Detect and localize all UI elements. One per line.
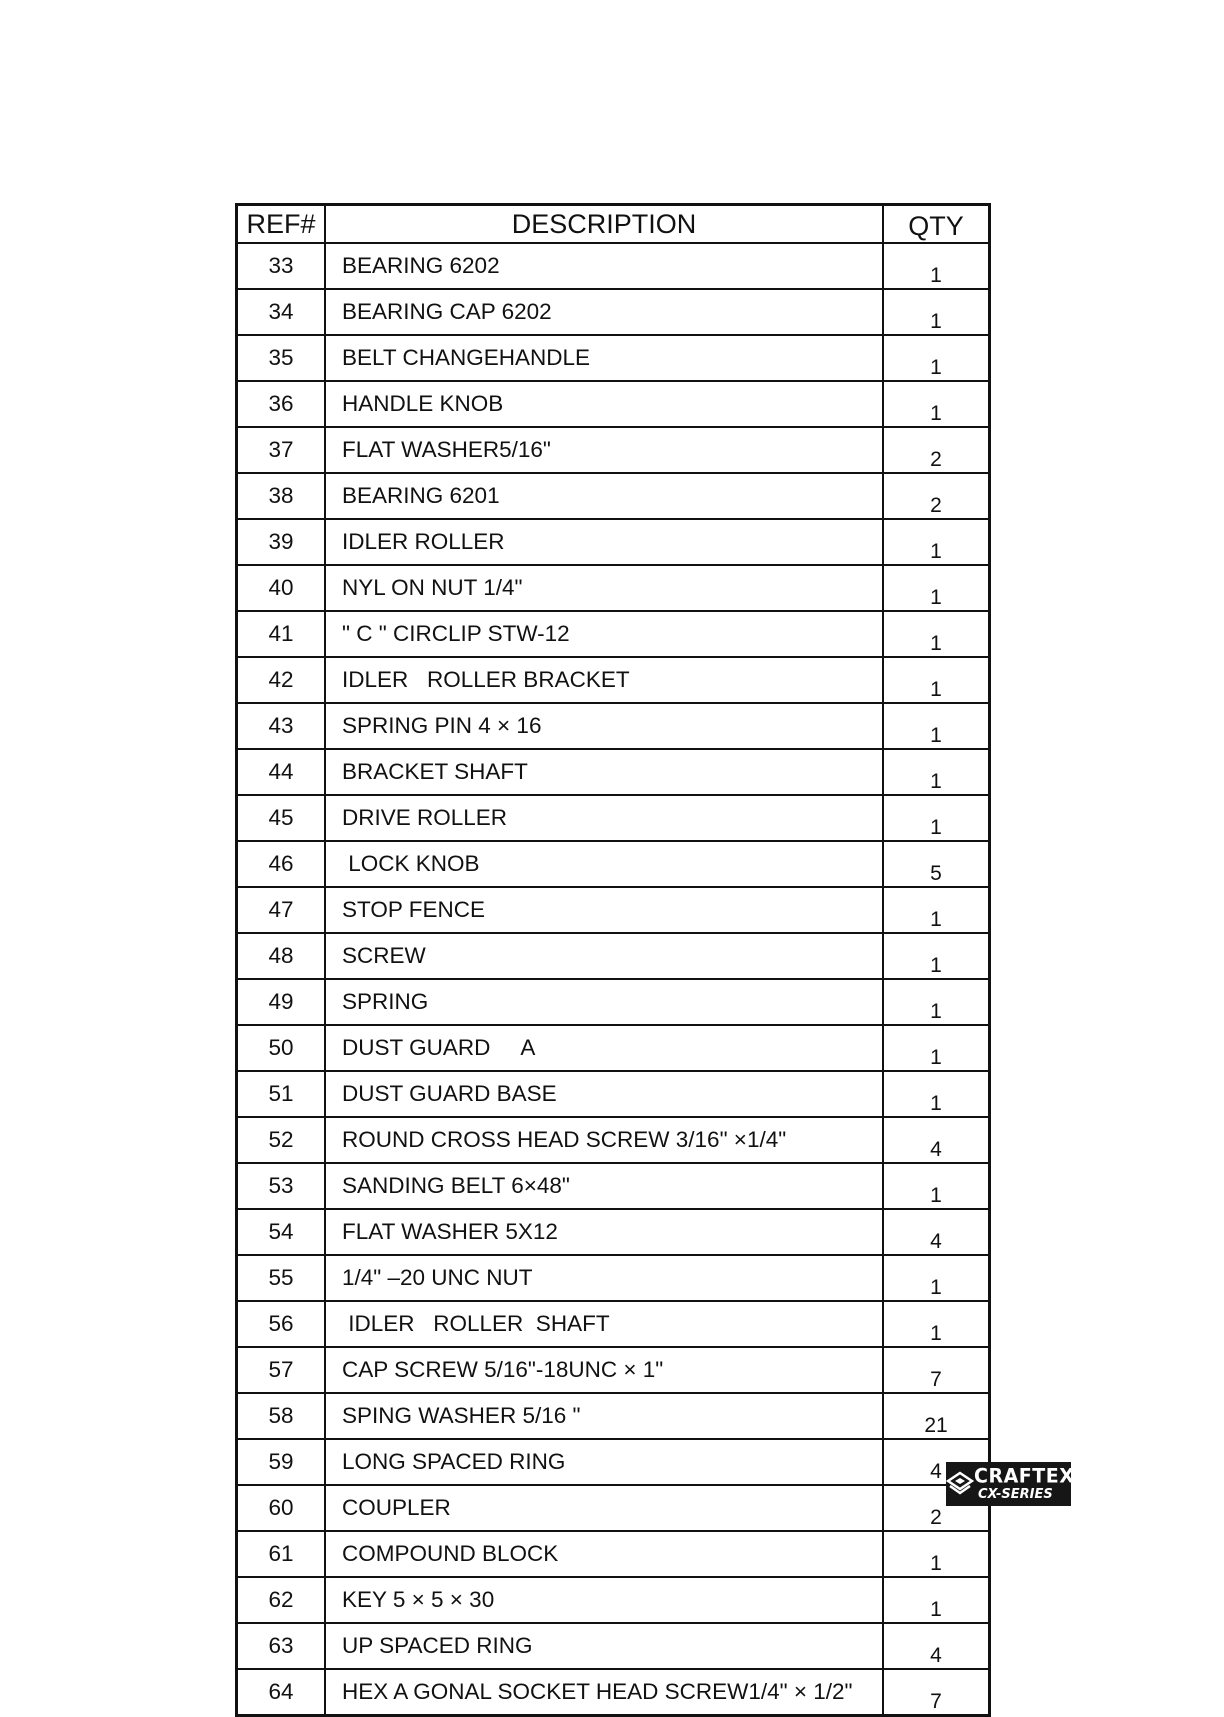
- table-row: [237, 1301, 990, 1347]
- cell-ref: 45: [237, 795, 326, 841]
- cell-ref: 63: [237, 1623, 326, 1669]
- cell-qty: 1: [883, 1025, 990, 1071]
- cell-qty: 7: [883, 1669, 990, 1716]
- cell-qty: 21: [883, 1393, 990, 1439]
- logo-series: CX-SERIES: [978, 1487, 1053, 1502]
- cell-qty: 1: [883, 1071, 990, 1117]
- cell-description: FLAT WASHER5/16": [325, 427, 883, 473]
- table-row: [237, 381, 990, 427]
- cell-qty: 7: [883, 1347, 990, 1393]
- cell-ref: 50: [237, 1025, 326, 1071]
- cell-description: SPRING: [325, 979, 883, 1025]
- cell-ref: 42: [237, 657, 326, 703]
- cell-qty: 5: [883, 841, 990, 887]
- cell-description: LONG SPACED RING: [325, 1439, 883, 1485]
- cell-ref: 43: [237, 703, 326, 749]
- table-row: [237, 427, 990, 473]
- cell-description: FLAT WASHER 5X12: [325, 1209, 883, 1255]
- cell-qty: 1: [883, 703, 990, 749]
- table-header-row: [237, 205, 990, 244]
- table-row: [237, 473, 990, 519]
- table-row: [237, 887, 990, 933]
- cell-qty: 1: [883, 795, 990, 841]
- cell-qty: 1: [883, 381, 990, 427]
- cell-qty: 1: [883, 611, 990, 657]
- table-row: [237, 1117, 990, 1163]
- cell-ref: 47: [237, 887, 326, 933]
- cell-description: BEARING CAP 6202: [325, 289, 883, 335]
- table-row: [237, 703, 990, 749]
- table-row: [237, 1025, 990, 1071]
- table-row: [237, 1163, 990, 1209]
- cell-description: NYL ON NUT 1/4": [325, 565, 883, 611]
- table-row: [237, 1393, 990, 1439]
- cell-description: CAP SCREW 5/16"-18UNC × 1": [325, 1347, 883, 1393]
- table-row: [237, 243, 990, 289]
- cell-description: " C " CIRCLIP STW-12: [325, 611, 883, 657]
- table-row: [237, 1347, 990, 1393]
- cell-ref: 64: [237, 1669, 326, 1716]
- cell-description: DRIVE ROLLER: [325, 795, 883, 841]
- cell-description: HEX A GONAL SOCKET HEAD SCREW1/4" × 1/2": [325, 1669, 883, 1716]
- cell-ref: 44: [237, 749, 326, 795]
- cell-description: SCREW: [325, 933, 883, 979]
- cell-description: BEARING 6202: [325, 243, 883, 289]
- cell-qty: 1: [883, 749, 990, 795]
- cell-ref: 48: [237, 933, 326, 979]
- cell-description: LOCK KNOB: [325, 841, 883, 887]
- cell-ref: 41: [237, 611, 326, 657]
- table-row: [237, 289, 990, 335]
- cell-description: HANDLE KNOB: [325, 381, 883, 427]
- table-row: [237, 1071, 990, 1117]
- cell-ref: 46: [237, 841, 326, 887]
- cell-ref: 36: [237, 381, 326, 427]
- cell-qty: 1: [883, 1301, 990, 1347]
- cell-qty: 1: [883, 1577, 990, 1623]
- diamond-logo-icon: [946, 1462, 974, 1506]
- cell-qty: 1: [883, 1163, 990, 1209]
- table-row: [237, 1531, 990, 1577]
- cell-ref: 59: [237, 1439, 326, 1485]
- cell-description: SPRING PIN 4 × 16: [325, 703, 883, 749]
- table-body: [237, 243, 990, 1716]
- table-row: [237, 519, 990, 565]
- cell-qty: 2: [883, 1485, 990, 1531]
- cell-qty: 1: [883, 933, 990, 979]
- cell-ref: 38: [237, 473, 326, 519]
- table-row: [237, 979, 990, 1025]
- cell-qty: 4: [883, 1117, 990, 1163]
- cell-qty: 1: [883, 565, 990, 611]
- cell-description: BRACKET SHAFT: [325, 749, 883, 795]
- craftex-logo: [946, 1462, 1075, 1506]
- cell-description: STOP FENCE: [325, 887, 883, 933]
- cell-ref: 39: [237, 519, 326, 565]
- cell-ref: 61: [237, 1531, 326, 1577]
- table-row: [237, 749, 990, 795]
- parts-table: [235, 203, 991, 1717]
- cell-description: SANDING BELT 6×48": [325, 1163, 883, 1209]
- cell-qty: 1: [883, 243, 990, 289]
- cell-description: IDLER ROLLER: [325, 519, 883, 565]
- cell-description: UP SPACED RING: [325, 1623, 883, 1669]
- cell-ref: 37: [237, 427, 326, 473]
- table-row: [237, 335, 990, 381]
- cell-description: ROUND CROSS HEAD SCREW 3/16" ×1/4": [325, 1117, 883, 1163]
- table-row: [237, 1485, 990, 1531]
- table-row: [237, 1669, 990, 1716]
- table-row: [237, 795, 990, 841]
- table-row: [237, 1439, 990, 1485]
- cell-ref: 57: [237, 1347, 326, 1393]
- table-row: [237, 841, 990, 887]
- cell-qty: 1: [883, 887, 990, 933]
- cell-ref: 60: [237, 1485, 326, 1531]
- cell-description: BELT CHANGEHANDLE: [325, 335, 883, 381]
- cell-qty: 2: [883, 473, 990, 519]
- cell-qty: 1: [883, 289, 990, 335]
- cell-ref: 52: [237, 1117, 326, 1163]
- cell-description: DUST GUARD BASE: [325, 1071, 883, 1117]
- cell-description: IDLER ROLLER SHAFT: [325, 1301, 883, 1347]
- cell-description: KEY 5 × 5 × 30: [325, 1577, 883, 1623]
- cell-qty: 4: [883, 1209, 990, 1255]
- logo-brand: CRAFTEX: [974, 1464, 1075, 1488]
- header-qty: QTY: [883, 205, 990, 244]
- cell-ref: 35: [237, 335, 326, 381]
- cell-ref: 51: [237, 1071, 326, 1117]
- cell-ref: 54: [237, 1209, 326, 1255]
- cell-description: SPING WASHER 5/16 ": [325, 1393, 883, 1439]
- cell-ref: 62: [237, 1577, 326, 1623]
- cell-ref: 33: [237, 243, 326, 289]
- cell-description: 1/4" –20 UNC NUT: [325, 1255, 883, 1301]
- table-row: [237, 565, 990, 611]
- cell-ref: 58: [237, 1393, 326, 1439]
- cell-description: COMPOUND BLOCK: [325, 1531, 883, 1577]
- cell-ref: 56: [237, 1301, 326, 1347]
- table-row: [237, 657, 990, 703]
- table-row: [237, 611, 990, 657]
- table-row: [237, 1623, 990, 1669]
- table-row: [237, 1209, 990, 1255]
- cell-ref: 49: [237, 979, 326, 1025]
- cell-qty: 1: [883, 519, 990, 565]
- cell-qty: 2: [883, 427, 990, 473]
- cell-qty: 1: [883, 1255, 990, 1301]
- cell-qty: 1: [883, 979, 990, 1025]
- table-row: [237, 933, 990, 979]
- cell-description: IDLER ROLLER BRACKET: [325, 657, 883, 703]
- cell-ref: 34: [237, 289, 326, 335]
- cell-qty: 1: [883, 335, 990, 381]
- header-ref: REF#: [237, 205, 326, 244]
- cell-qty: 4: [883, 1439, 990, 1485]
- cell-qty: 4: [883, 1623, 990, 1669]
- cell-qty: 1: [883, 1531, 990, 1577]
- header-description: DESCRIPTION: [325, 205, 883, 244]
- cell-ref: 55: [237, 1255, 326, 1301]
- cell-ref: 53: [237, 1163, 326, 1209]
- cell-description: COUPLER: [325, 1485, 883, 1531]
- cell-description: DUST GUARD A: [325, 1025, 883, 1071]
- cell-description: BEARING 6201: [325, 473, 883, 519]
- table-row: [237, 1255, 990, 1301]
- cell-qty: 1: [883, 657, 990, 703]
- cell-ref: 40: [237, 565, 326, 611]
